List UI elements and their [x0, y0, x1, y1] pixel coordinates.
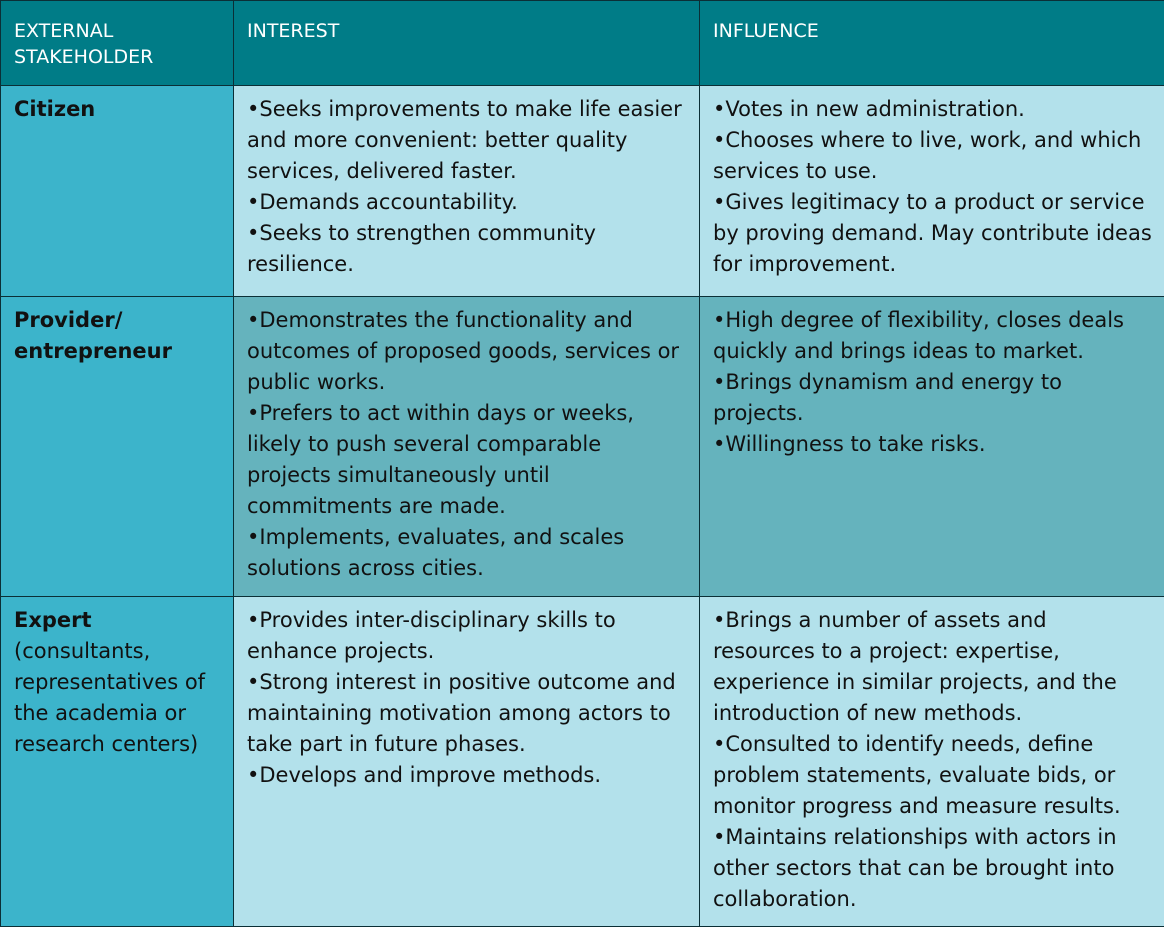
table-row-expert	[1, 597, 1164, 927]
interest-item: •Seeks to strengthen community resilience.	[247, 221, 596, 276]
interest-item: •Prefers to act within days or weeks, likely to push several comparable projects simultaneously until commitments are made.	[247, 401, 634, 518]
influence-item: •Willingness to take risks.	[713, 432, 986, 456]
influence-item: •Brings dynamism and energy to projects.	[713, 370, 1062, 425]
influence-cell-expert	[700, 597, 1164, 927]
table-row-provider	[1, 297, 1164, 597]
stakeholder-name: Provider/ entrepreneur	[14, 308, 172, 363]
table-row-citizen	[1, 86, 1164, 297]
stakeholder-cell-citizen	[1, 86, 234, 297]
interest-cell-expert	[234, 597, 700, 927]
influence-item: •Brings a number of assets and resources to a project: expertise, experience in similar projects, and the introduction of new methods.	[713, 608, 1117, 725]
header-interest: INTEREST	[234, 1, 700, 86]
influence-item: •Gives legitimacy to a product or service by proving demand. May contribute ideas for improvement.	[713, 190, 1152, 276]
header-external-stakeholder: EXTERNAL STAKEHOLDER	[1, 1, 234, 86]
stakeholder-name: Expert	[14, 608, 92, 632]
header-influence: INFLUENCE	[700, 1, 1164, 86]
stakeholder-description: (consultants, representatives of the academia or research centers)	[14, 639, 206, 756]
interest-item: •Demands accountability.	[247, 190, 518, 214]
influence-cell-citizen	[700, 86, 1164, 297]
influence-cell-provider	[700, 297, 1164, 597]
interest-item: •Implements, evaluates, and scales solutions across cities.	[247, 525, 625, 580]
interest-item: •Seeks improvements to make life easier and more convenient: better quality services, delivered faster.	[247, 97, 682, 183]
interest-item: •Develops and improve methods.	[247, 763, 602, 787]
interest-item: •Demonstrates the functionality and outcomes of proposed goods, services or public works.	[247, 308, 680, 394]
influence-item: •Votes in new administration.	[713, 97, 1025, 121]
interest-cell-citizen	[234, 86, 700, 297]
influence-item: •Maintains relationships with actors in other sectors that can be brought into collaboration.	[713, 825, 1117, 911]
interest-cell-provider	[234, 297, 700, 597]
influence-item: •Chooses where to live, work, and which services to use.	[713, 128, 1142, 183]
stakeholder-name: Citizen	[14, 97, 96, 121]
stakeholder-cell-provider	[1, 297, 234, 597]
header-row	[1, 1, 1164, 86]
influence-item: •High degree of flexibility, closes deals quickly and brings ideas to market.	[713, 308, 1124, 363]
interest-item: •Strong interest in positive outcome and maintaining motivation among actors to take part in future phases.	[247, 670, 676, 756]
stakeholder-cell-expert	[1, 597, 234, 927]
influence-item: •Consulted to identify needs, define problem statements, evaluate bids, or monitor progress and measure results.	[713, 732, 1121, 818]
interest-item: •Provides inter-disciplinary skills to enhance projects.	[247, 608, 616, 663]
